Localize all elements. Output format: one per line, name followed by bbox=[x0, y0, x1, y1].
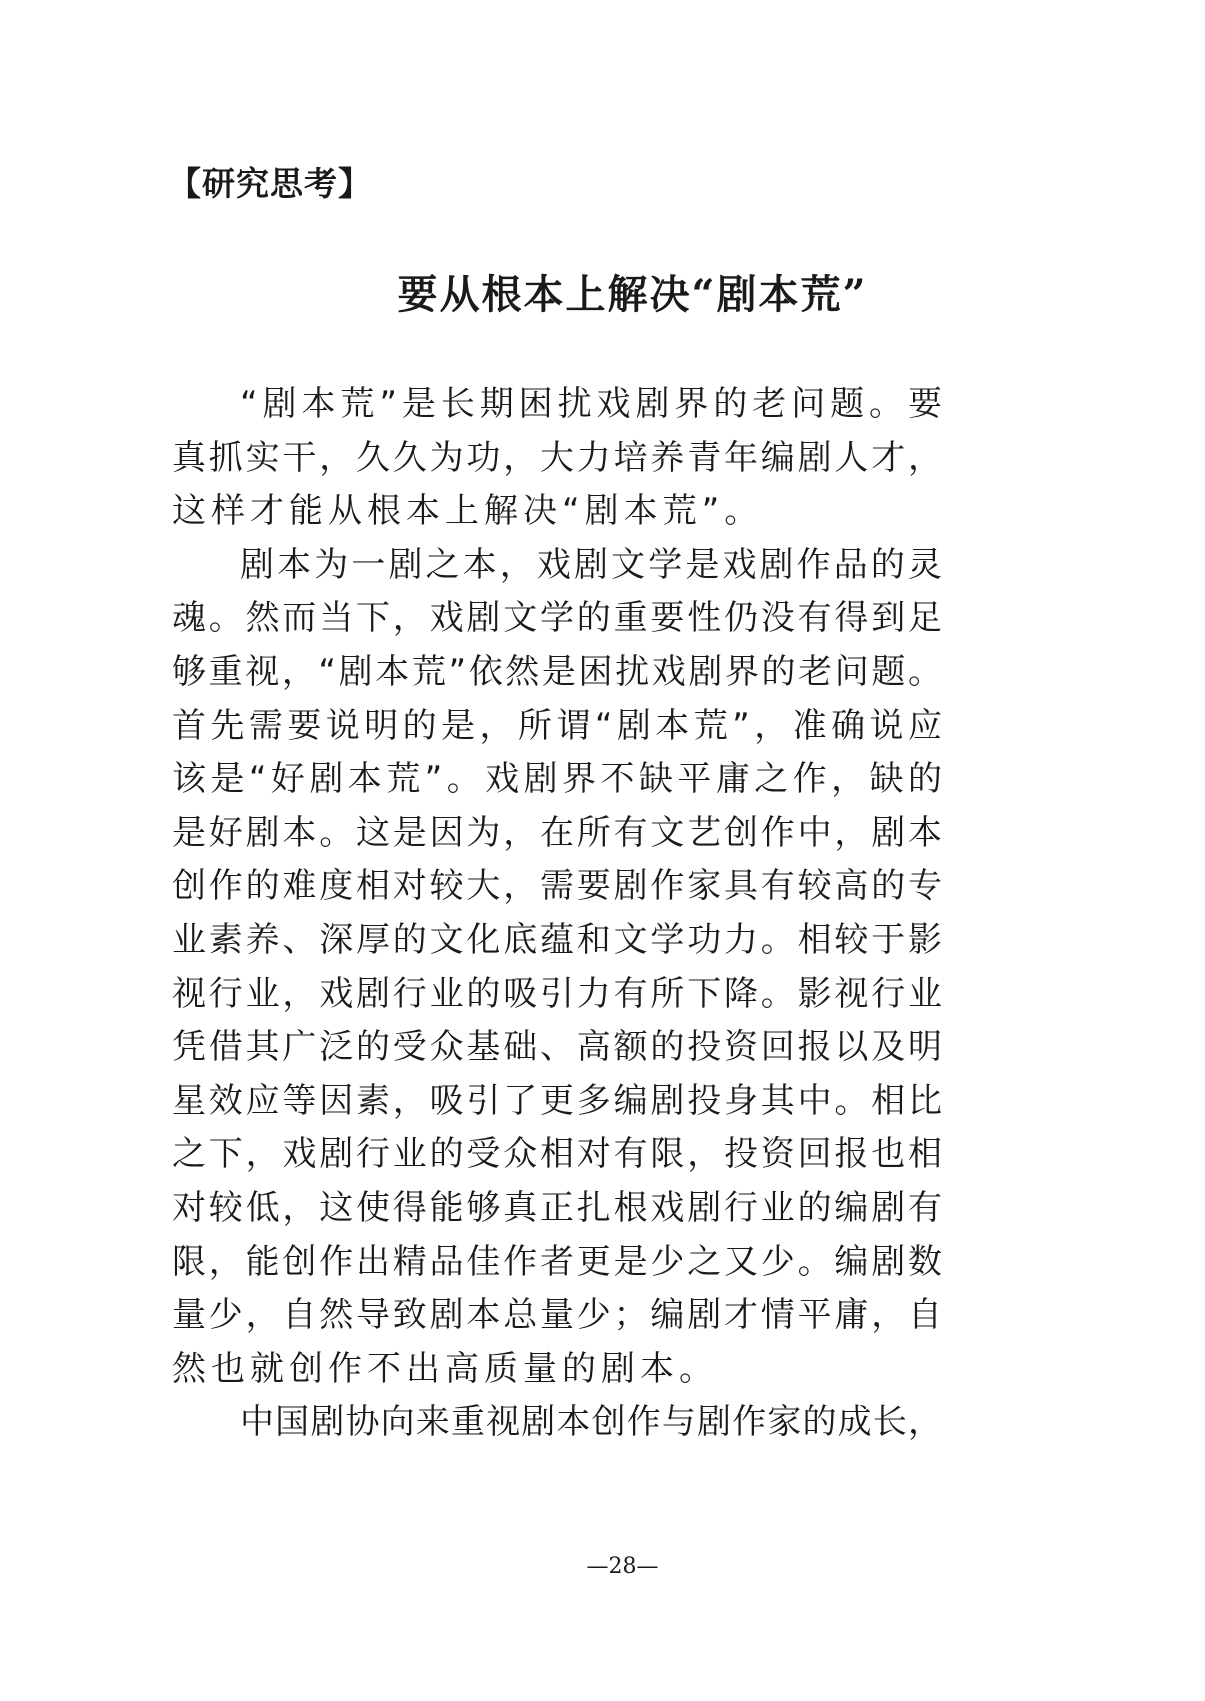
body-line: 然也就创作不出高质量的剧本。 bbox=[172, 1348, 718, 1389]
body-line: 量少，自然导致剧本总量少；编剧才情平庸，自 bbox=[172, 1295, 942, 1336]
body-line: 魂。然而当下，戏剧文学的重要性仍没有得到足 bbox=[172, 598, 942, 639]
article-title: 要从根本上解决“剧本荒” bbox=[397, 271, 868, 318]
body-line: 创作的难度相对较大，需要剧作家具有较高的专 bbox=[172, 866, 942, 907]
body-line: 星效应等因素，吸引了更多编剧投身其中。相比 bbox=[172, 1080, 942, 1121]
body-line: 够重视，“剧本荒”依然是困扰戏剧界的老问题。 bbox=[172, 651, 942, 692]
body-line: 剧本为一剧之本，戏剧文学是戏剧作品的灵 bbox=[240, 544, 942, 585]
body-line: 真抓实干，久久为功，大力培养青年编剧人才， bbox=[172, 437, 942, 478]
body-line: 是好剧本。这是因为，在所有文艺创作中，剧本 bbox=[172, 812, 942, 853]
body-line: 限，能创作出精品佳作者更是少之又少。编剧数 bbox=[172, 1241, 942, 1282]
body-line: 该是“好剧本荒”。戏剧界不缺平庸之作，缺的 bbox=[172, 759, 942, 800]
body-line: 这样才能从根本上解决“剧本荒”。 bbox=[172, 491, 764, 532]
page-number: —28— bbox=[586, 1554, 659, 1579]
body-line: 对较低，这使得能够真正扎根戏剧行业的编剧有 bbox=[172, 1187, 942, 1228]
article-body bbox=[172, 378, 942, 1450]
body-line: 业素养、深厚的文化底蕴和文学功力。相较于影 bbox=[172, 919, 942, 960]
body-line: 中国剧协向来重视剧本创作与剧作家的成长， bbox=[240, 1402, 942, 1443]
body-line: 首先需要说明的是，所谓“剧本荒”，准确说应 bbox=[172, 705, 942, 746]
section-tag: 【研究思考】 bbox=[168, 164, 372, 203]
body-line: 凭借其广泛的受众基础、高额的投资回报以及明 bbox=[172, 1027, 942, 1068]
body-line: “剧本荒”是长期困扰戏剧界的老问题。要 bbox=[240, 384, 942, 424]
body-line: 视行业，戏剧行业的吸引力有所下降。影视行业 bbox=[172, 973, 942, 1014]
body-line: 之下，戏剧行业的受众相对有限，投资回报也相 bbox=[172, 1134, 942, 1175]
